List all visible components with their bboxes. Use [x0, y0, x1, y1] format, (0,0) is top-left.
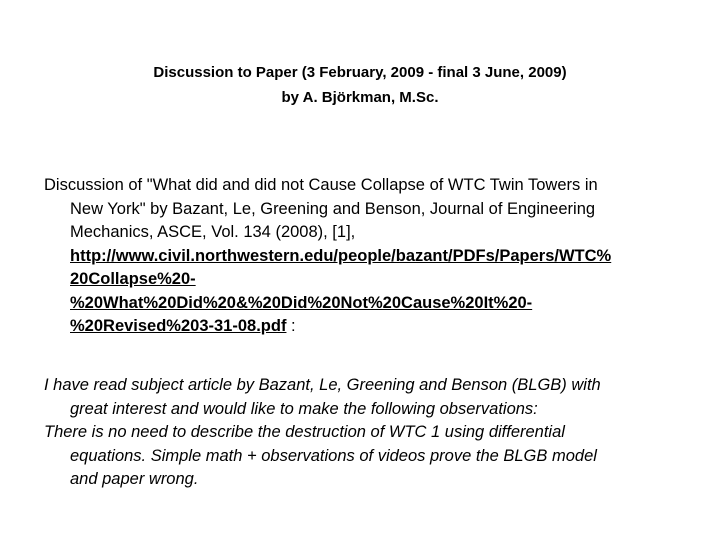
- discussion-paragraph: [44, 174, 684, 339]
- paper-link-row-1: [44, 245, 684, 269]
- paper-link-row-2: [44, 268, 684, 292]
- observation-line-1: I have read subject article by Bazant, Le, Greening and Benson (BLGB) with: [44, 376, 601, 394]
- discussion-line-2: [44, 198, 684, 222]
- discussion-line-2-rest: by Bazant, Le, Greening and Benson, Journal of Engineering: [145, 199, 596, 218]
- link-suffix: :: [286, 317, 296, 335]
- observation-line-2: great interest and would like to make the following observations:: [70, 399, 538, 418]
- discussion-line-3: Mechanics, ASCE, Vol. 134 (2008), [1],: [70, 223, 356, 241]
- paper-link-part-1[interactable]: http://www.civil.northwestern.edu/people/bazant/PDFs/Papers/WTC%: [70, 246, 612, 265]
- document-title: [0, 60, 720, 110]
- paper-link-row-3: [44, 292, 684, 316]
- paper-link-part-3[interactable]: %20What%20Did%20&%20Did%20Not%20Cause%20It%20-: [70, 293, 533, 312]
- author-line: by A. Björkman, M.Sc.: [281, 89, 439, 106]
- observation-line-4: equations. Simple math + observations of videos prove the BLGB model: [70, 446, 597, 465]
- observation-line-3: There is no need to describe the destruction of WTC 1 using differential: [44, 423, 565, 441]
- paper-link-part-4[interactable]: %20Revised%203-31-08.pdf: [70, 317, 287, 335]
- paper-link-row-4: [44, 315, 684, 339]
- paper-link-part-2[interactable]: 20Collapse%20-: [70, 270, 196, 288]
- discussion-line-1: Discussion of "What did and did not Cause Collapse of WTC Twin Towers in: [44, 176, 598, 194]
- observations-paragraph: [44, 374, 684, 492]
- title-line-1: Discussion to Paper (3 February, 2009 - final 3 June, 2009): [153, 64, 567, 81]
- discussion-line-2-bold: New York": [70, 199, 146, 218]
- observation-line-5: and paper wrong.: [70, 470, 199, 488]
